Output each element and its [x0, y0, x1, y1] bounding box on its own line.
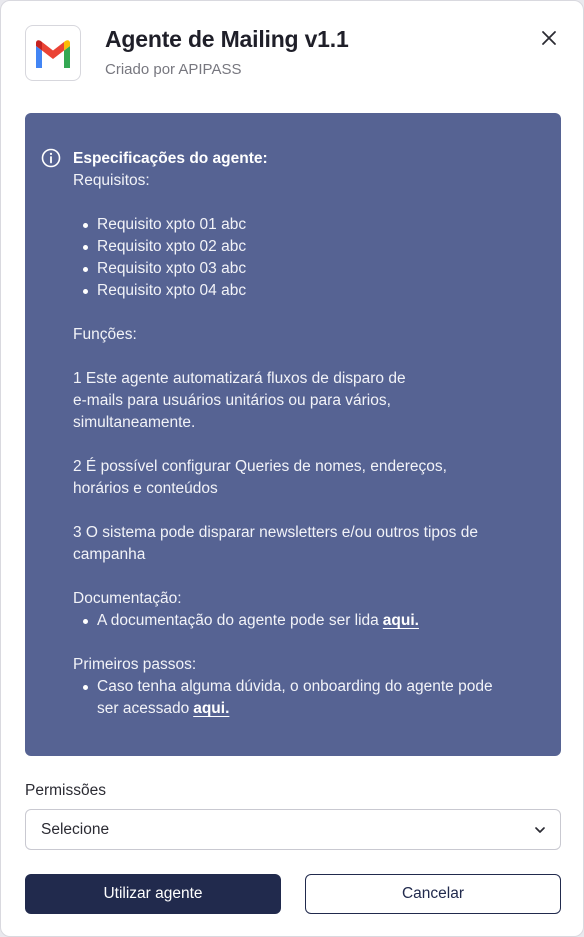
requirements-label: Requisitos: — [73, 172, 150, 189]
function-1-line-1: 1 Este agente automatizará fluxos de disparo de — [73, 370, 406, 387]
specifications-heading: Especificações do agente: — [73, 150, 268, 167]
first-steps-list — [73, 676, 543, 720]
documentation-link[interactable]: aqui. — [382, 612, 419, 629]
list-item: Requisito xpto 04 abc — [73, 280, 543, 302]
first-steps-label: Primeiros passos: — [73, 656, 197, 673]
list-item: Requisito xpto 03 abc — [73, 258, 543, 280]
permissions-select[interactable] — [25, 809, 561, 850]
specifications-content — [73, 148, 543, 720]
agent-specifications-panel — [25, 113, 561, 756]
requirements-list — [73, 214, 543, 302]
chevron-down-icon — [534, 824, 546, 836]
agent-logo — [25, 25, 81, 81]
modal-subtitle: Criado por APIPASS — [105, 61, 242, 78]
function-1-line-3: simultaneamente. — [73, 414, 196, 431]
info-circle-icon — [41, 148, 61, 168]
list-item — [73, 676, 543, 720]
onboarding-link[interactable]: aqui. — [193, 700, 230, 717]
list-item: Requisito xpto 02 abc — [73, 236, 543, 258]
list-item — [73, 610, 543, 632]
close-icon — [541, 30, 557, 46]
list-item: Requisito xpto 01 abc — [73, 214, 543, 236]
function-2-line-2: horários e conteúdos — [73, 480, 218, 497]
first-steps-text-line-2: ser acessado — [97, 700, 190, 717]
function-1-line-2: e-mails para usuários unitários ou para vários, — [73, 392, 391, 409]
modal-title: Agente de Mailing v1.1 — [105, 26, 349, 52]
documentation-list — [73, 610, 543, 632]
use-agent-button[interactable]: Utilizar agente — [25, 874, 281, 914]
documentation-text: A documentação do agente pode ser lida — [97, 612, 379, 629]
permissions-selected-value: Selecione — [41, 820, 110, 838]
permissions-label: Permissões — [25, 782, 106, 799]
function-3-line-2: campanha — [73, 546, 146, 563]
functions-label: Funções: — [73, 326, 137, 343]
close-button[interactable] — [534, 23, 564, 53]
first-steps-text-line-1: Caso tenha alguma dúvida, o onboarding do agente pode — [97, 678, 493, 695]
documentation-label: Documentação: — [73, 590, 182, 607]
cancel-button[interactable]: Cancelar — [305, 874, 561, 914]
function-2-line-1: 2 É possível configurar Queries de nomes, endereços, — [73, 458, 447, 475]
gmail-logo-icon — [33, 38, 73, 68]
function-3-line-1: 3 O sistema pode disparar newsletters e/ou outros tipos de — [73, 524, 478, 541]
